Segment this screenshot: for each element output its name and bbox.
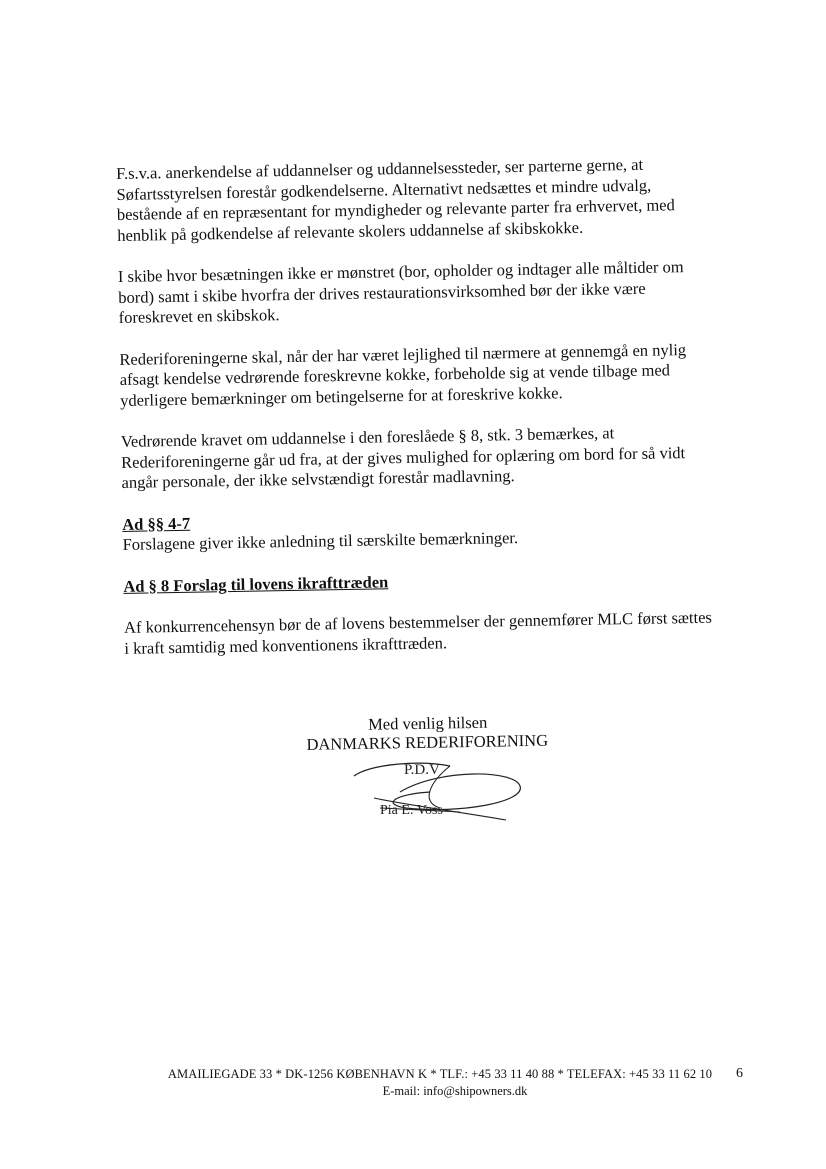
paragraph-recognition: F.s.v.a. anerkendelse af uddannelser og uddannelsessteder, ser parterne gerne, at Søfartsstyrelsen forestår godkendelserne. Alternativt nedsættes et mindre udvalg, bestående af en repræsentant for myndigheder og relevante parter fra erhvervet, med henblik på godkendelse af relevante skolers uddannelse af skibskokke. xyxy=(116,154,675,245)
footer-address: AMAILIEGADE 33 * DK-1256 KØBENHAVN K * TLF.: +45 33 11 40 88 * TELEFAX: +45 33 11 62 10 xyxy=(167,1067,713,1081)
signature-name-text: Pia E. Voss xyxy=(380,803,443,818)
paragraph-unmustered-ships: I skibe hvor besætningen ikke er mønstret (bor, opholder og indtager alle måltider om bord) samt i skibe hvorfra der drives restaurationsvirksomhed bør der ikke være foreskrevet en skibskok. xyxy=(117,257,684,327)
section-4-7-text: Forslagene giver ikke anledning til særskilte bemærkninger. xyxy=(122,528,519,554)
page-number: 6 xyxy=(736,1066,743,1081)
section-4-7-heading: Ad §§ 4-7 xyxy=(122,513,191,534)
paragraph-ruling-reservation: Rederiforeningerne skal, når der har været lejlighed til nærmere at gennemgå en nylig afsagt kendelse vedrørende foreskrevne kokke, forbeholde sig at vende tilbage med yderligere bemærkninger om betingelserne for at foreskrive kokke. xyxy=(119,339,687,410)
closing-block xyxy=(300,711,601,754)
letter-body xyxy=(116,153,765,680)
section-8 xyxy=(123,565,764,659)
handwritten-signature xyxy=(340,752,540,832)
paragraph-training-requirement: Vedrørende kravet om uddannelse i den foreslåede § 8, stk. 3 bemærkes, at Rederiforeningerne går ud fra, at der gives mulighed for oplæring om bord for så vidt angår personale, der ikke selvstændigt forestår madlavning. xyxy=(120,423,686,492)
letterhead-footer xyxy=(130,1066,750,1100)
section-4-7 xyxy=(122,503,763,555)
footer-email: E-mail: info@shipowners.dk xyxy=(382,1084,528,1098)
signature-pdv-text: P.D.V xyxy=(404,762,440,778)
section-8-text: Af konkurrencehensyn bør de af lovens bestemmelser der gennemfører MLC først sættes i kraft samtidig med konventionens ikrafttræden. xyxy=(123,607,713,658)
closing-organization: DANMARKS REDERIFORENING xyxy=(306,730,549,754)
section-8-heading: Ad § 8 Forslag til lovens ikrafttræden xyxy=(123,571,389,596)
closing-greeting: Med venlig hilsen xyxy=(367,712,488,734)
